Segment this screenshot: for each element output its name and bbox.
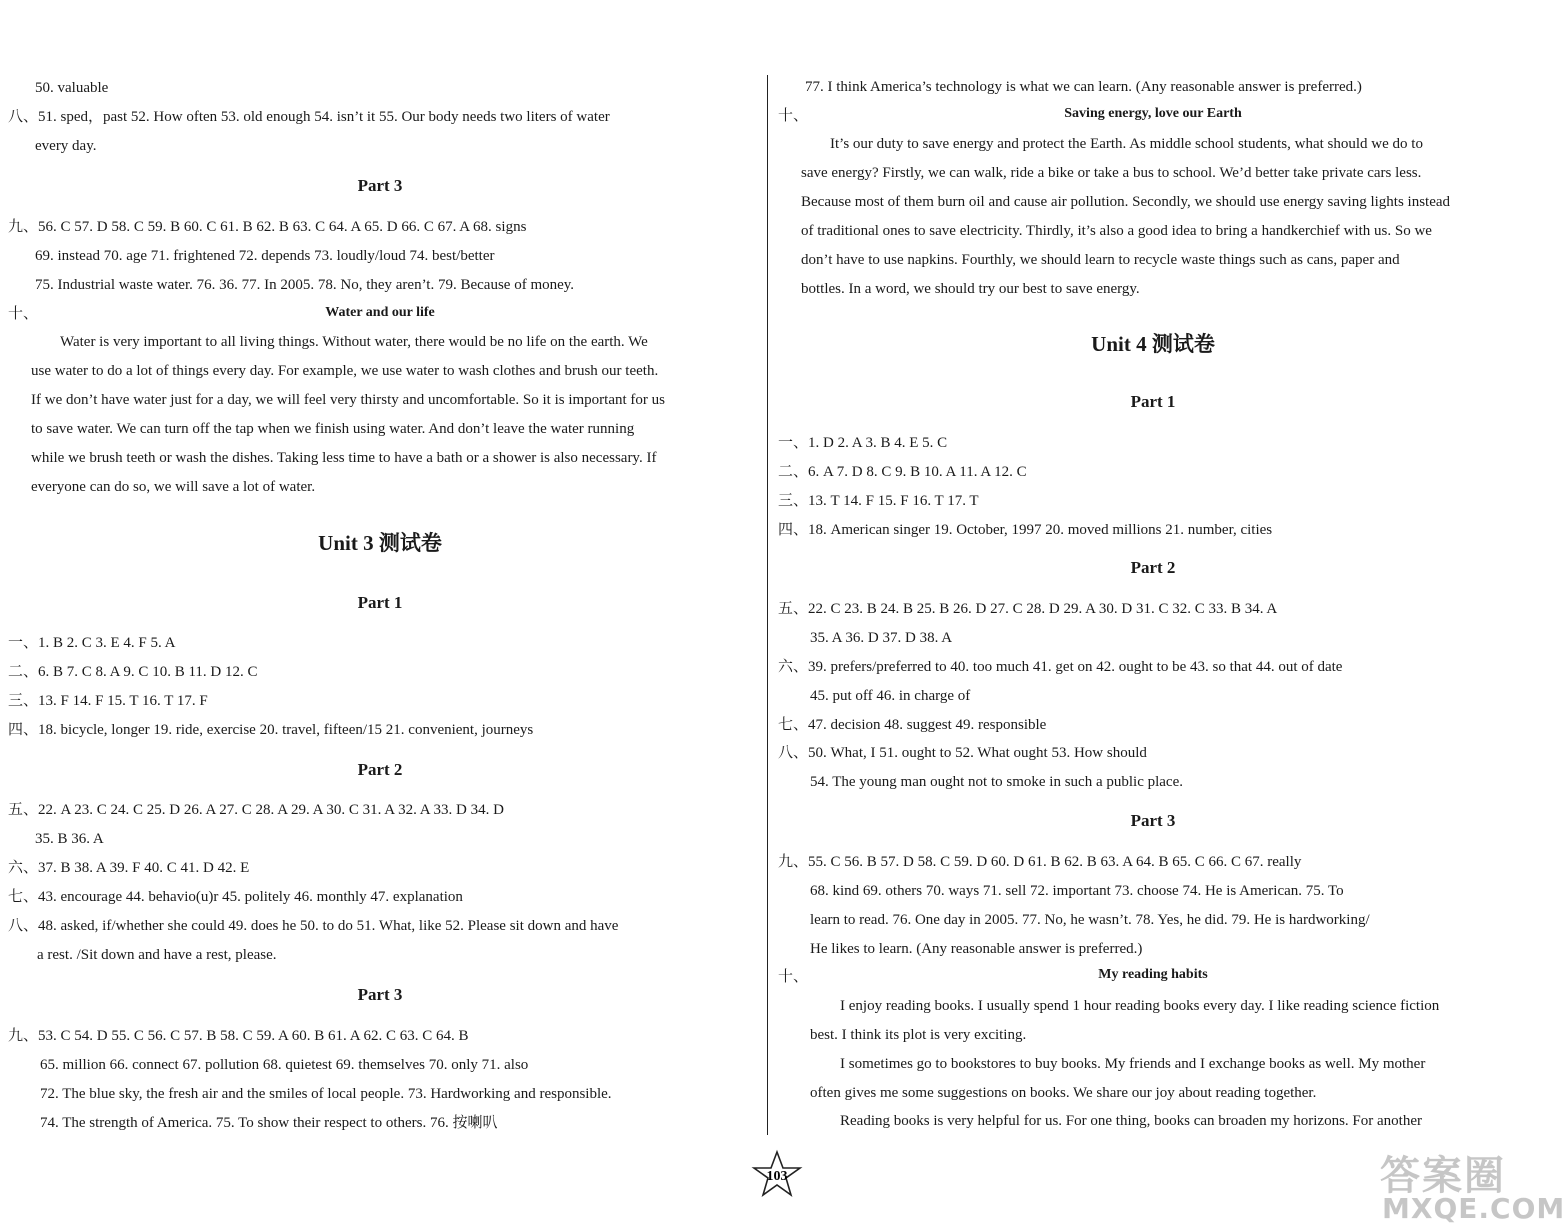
answer-line: Because most of them burn oil and cause air pollution. Secondly, we should use energy saving lights instead xyxy=(801,194,1451,210)
answer-line: 35. B 36. A xyxy=(35,831,104,847)
section-heading: Part 2 xyxy=(357,760,403,779)
answer-line: 二、6. A 7. D 8. C 9. B 10. A 11. A 12. C xyxy=(778,464,1027,480)
section-heading: Part 3 xyxy=(1130,811,1176,830)
answer-line: best. I think its plot is very exciting. xyxy=(810,1027,1027,1043)
answer-line: of traditional ones to save electricity. Thirdly, it’s also a good idea to bring a handkerchief with us. So we xyxy=(801,223,1432,239)
answer-line: to save water. We can turn off the tap when we finish using water. And don’t leave the water running xyxy=(31,421,635,437)
answer-line: a rest. /Sit down and have a rest, please. xyxy=(37,947,277,963)
answer-line: 四、18. bicycle, longer 19. ride, exercise 20. travel, fifteen/15 21. convenient, journeys xyxy=(8,722,534,738)
answer-line: 二、6. B 7. C 8. A 9. C 10. B 11. D 12. C xyxy=(8,664,258,680)
answer-line: learn to read. 76. One day in 2005. 77. No, he wasn’t. 78. Yes, he did. 79. He is hardworking/ xyxy=(810,912,1370,928)
answer-line: 十、 xyxy=(778,108,809,124)
answer-line: 54. The young man ought not to smoke in such a public place. xyxy=(810,774,1183,790)
unit-title: Unit 3 测试卷 xyxy=(318,531,442,555)
page-number-badge xyxy=(752,1150,802,1200)
answer-line: 七、43. encourage 44. behavio(u)r 45. politely 46. monthly 47. explanation xyxy=(8,889,463,905)
section-heading: Part 1 xyxy=(357,593,403,612)
answer-line: 六、37. B 38. A 39. F 40. C 41. D 42. E xyxy=(8,860,250,876)
section-heading: Part 2 xyxy=(1130,558,1176,577)
answer-line: use water to do a lot of things every day. For example, we use water to wash clothes and brush our teeth. xyxy=(31,363,659,379)
answer-line: 68. kind 69. others 70. ways 71. sell 72. important 73. choose 74. He is American. 75. To xyxy=(810,883,1344,899)
answer-line: don’t have to use napkins. Fourthly, we should learn to recycle waste things such as cans, paper and xyxy=(801,252,1400,268)
answer-line: Reading books is very helpful for us. For one thing, books can broaden my horizons. For another xyxy=(840,1113,1422,1129)
answer-line: every day. xyxy=(35,138,97,154)
answer-line: 四、18. American singer 19. October, 1997 20. moved millions 21. number, cities xyxy=(778,522,1273,538)
watermark-logo: 答案圈 xyxy=(1380,1153,1506,1199)
section-heading: Part 3 xyxy=(357,985,403,1004)
answer-line: 一、1. B 2. C 3. E 4. F 5. A xyxy=(8,635,176,651)
answer-line: 五、22. C 23. B 24. B 25. B 26. D 27. C 28. D 29. A 30. D 31. C 32. C 33. B 34. A xyxy=(778,601,1278,617)
answer-line: 九、55. C 56. B 57. D 58. C 59. D 60. D 61. B 62. B 63. A 64. B 65. C 66. C 67. really xyxy=(778,854,1302,870)
answer-line: 45. put off 46. in charge of xyxy=(810,688,971,704)
answer-line: 74. The strength of America. 75. To show their respect to others. 76. 按喇叭 xyxy=(40,1115,498,1131)
answer-line: often gives me some suggestions on books. We share our joy about reading together. xyxy=(810,1085,1317,1101)
essay-title: Saving energy, love our Earth xyxy=(1064,106,1242,121)
section-heading: Part 1 xyxy=(1130,392,1176,411)
watermark xyxy=(1380,1140,1565,1225)
answer-line: 七、47. decision 48. suggest 49. responsible xyxy=(778,717,1047,733)
answer-line: 69. instead 70. age 71. frightened 72. depends 73. loudly/loud 74. best/better xyxy=(35,248,495,264)
answer-line: If we don’t have water just for a day, we will feel very thirsty and uncomfortable. So it is important for us xyxy=(31,392,665,408)
answer-line: 75. Industrial waste water. 76. 36. 77. In 2005. 78. No, they aren’t. 79. Because of money. xyxy=(35,277,575,293)
answer-line: while we brush teeth or wash the dishes. Taking less time to have a bath or a shower is also necessary. If xyxy=(31,450,657,466)
essay-title: My reading habits xyxy=(1098,967,1208,982)
answer-line: 十、 xyxy=(778,969,809,985)
answer-line: 五、22. A 23. C 24. C 25. D 26. A 27. C 28. A 29. A 30. C 31. A 32. A 33. D 34. D xyxy=(8,802,504,818)
answer-line: Water is very important to all living things. Without water, there would be no life on the earth. We xyxy=(60,334,648,350)
answer-line: save energy? Firstly, we can walk, ride a bike or take a bus to school. We’d better take private cars less. xyxy=(801,165,1422,181)
column-divider xyxy=(767,75,768,1135)
answer-line: 72. The blue sky, the fresh air and the smiles of local people. 73. Hardworking and responsible. xyxy=(40,1086,612,1102)
section-heading: Part 3 xyxy=(357,176,403,195)
answer-line: He likes to learn. (Any reasonable answer is preferred.) xyxy=(810,941,1143,957)
answer-line: 九、53. C 54. D 55. C 56. C 57. B 58. C 59. A 60. B 61. A 62. C 63. C 64. B xyxy=(8,1028,469,1044)
answer-line: I sometimes go to bookstores to buy books. My friends and I exchange books as well. My mother xyxy=(840,1056,1426,1072)
answer-line: 八、48. asked, if/whether she could 49. does he 50. to do 51. What, like 52. Please sit down and have xyxy=(8,918,619,934)
answer-line: 一、1. D 2. A 3. B 4. E 5. C xyxy=(778,435,948,451)
answer-line: 三、13. T 14. F 15. F 16. T 17. T xyxy=(778,493,979,509)
answer-line: 三、13. F 14. F 15. T 16. T 17. F xyxy=(8,693,208,709)
answer-line: 35. A 36. D 37. D 38. A xyxy=(810,630,953,646)
answer-line: everyone can do so, we will save a lot of water. xyxy=(31,479,316,495)
answer-line: 九、56. C 57. D 58. C 59. B 60. C 61. B 62. B 63. C 64. A 65. D 66. C 67. A 68. signs xyxy=(8,219,527,235)
answer-line: 八、50. What, I 51. ought to 52. What ought 53. How should xyxy=(778,745,1147,761)
answer-line: 50. valuable xyxy=(35,80,109,96)
answer-line: 六、39. prefers/preferred to 40. too much 41. get on 42. ought to be 43. so that 44. out of date xyxy=(778,659,1343,675)
answer-line: 65. million 66. connect 67. pollution 68. quietest 69. themselves 70. only 71. also xyxy=(40,1057,529,1073)
answer-line: 十、 xyxy=(8,306,39,322)
answer-line: It’s our duty to save energy and protect the Earth. As middle school students, what should we do to xyxy=(830,136,1423,152)
essay-title: Water and our life xyxy=(325,305,435,320)
answer-line: 八、51. sped，past 52. How often 53. old enough 54. isn’t it 55. Our body needs two liters of water xyxy=(8,109,610,125)
unit-title: Unit 4 测试卷 xyxy=(1091,332,1215,356)
answer-line: bottles. In a word, we should try our best to save energy. xyxy=(801,281,1140,297)
answer-line: 77. I think America’s technology is what we can learn. (Any reasonable answer is preferred.) xyxy=(805,79,1362,95)
answer-line: I enjoy reading books. I usually spend 1 hour reading books every day. I like reading science fiction xyxy=(840,998,1440,1014)
page-number: 103 xyxy=(766,1169,788,1184)
watermark-url: MXQE.COM xyxy=(1382,1192,1565,1225)
